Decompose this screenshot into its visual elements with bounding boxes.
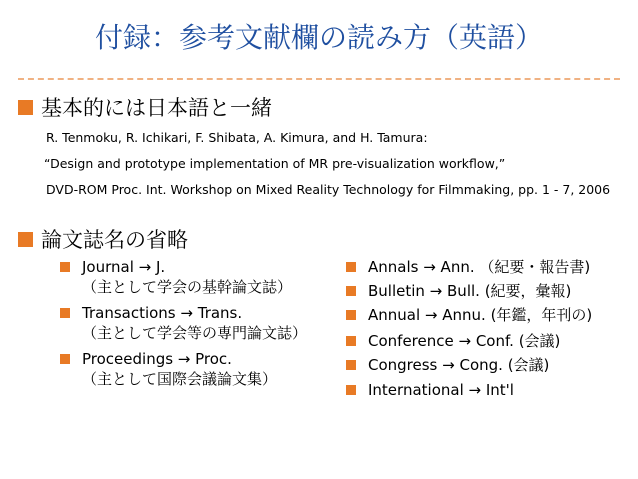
abbrev-item-annual	[346, 305, 592, 325]
section-heading-abbrev	[18, 224, 188, 254]
abbrev-note: （主として学会等の専門論文誌）	[82, 324, 308, 342]
reference-venue: DVD-ROM Proc. Int. Workshop on Mixed Reality Technology for Filmmaking, pp. 1 - 7, 2006	[46, 182, 611, 197]
abbrev-item-journal	[60, 257, 292, 297]
abbrev-item-annals	[346, 257, 590, 277]
abbrev-main: Bulletin → Bull. (紀要，彙報)	[368, 282, 572, 300]
abbrev-main: Proceedings → Proc.	[82, 350, 232, 368]
square-bullet-icon	[18, 100, 33, 115]
section-heading-basic	[18, 92, 272, 122]
reference-title: “Design and prototype implementation of MR pre-visualization workflow,”	[44, 156, 506, 171]
abbrev-main: Journal → J.	[82, 258, 166, 276]
square-bullet-icon	[60, 308, 70, 318]
square-bullet-icon	[346, 286, 356, 296]
square-bullet-icon	[346, 360, 356, 370]
square-bullet-icon	[346, 336, 356, 346]
section-heading-text: 基本的には日本語と一緒	[41, 96, 272, 120]
title-divider	[18, 78, 620, 80]
section-heading-text: 論文誌名の省略	[41, 228, 188, 252]
square-bullet-icon	[18, 232, 33, 247]
abbrev-note: （主として国際会議論文集）	[82, 370, 278, 388]
abbrev-main: Conference → Conf. (会議)	[368, 332, 561, 350]
page-title: 付録：参考文献欄の読み方（英語）	[94, 21, 543, 54]
square-bullet-icon	[346, 310, 356, 320]
abbrev-note: （主として学会の基幹論文誌）	[82, 278, 293, 296]
abbrev-item-congress	[346, 355, 549, 375]
square-bullet-icon	[346, 385, 356, 395]
square-bullet-icon	[60, 262, 70, 272]
abbrev-item-conference	[346, 331, 560, 351]
abbrev-main: Annals → Ann. （紀要・報告書)	[368, 258, 591, 276]
abbrev-main: Congress → Cong. (会議)	[368, 356, 550, 374]
abbrev-main: Transactions → Trans.	[82, 304, 243, 322]
reference-authors: R. Tenmoku, R. Ichikari, F. Shibata, A. Kimura, and H. Tamura:	[46, 130, 428, 145]
abbrev-main: Annual → Annu. (年鑑，年刊の)	[368, 306, 593, 324]
abbrev-item-transactions	[60, 303, 307, 343]
abbrev-item-proceedings	[60, 349, 277, 389]
abbrev-item-bulletin	[346, 281, 571, 301]
square-bullet-icon	[60, 354, 70, 364]
abbrev-main: International → Int'l	[368, 381, 514, 399]
square-bullet-icon	[346, 262, 356, 272]
abbrev-item-international	[346, 380, 514, 400]
